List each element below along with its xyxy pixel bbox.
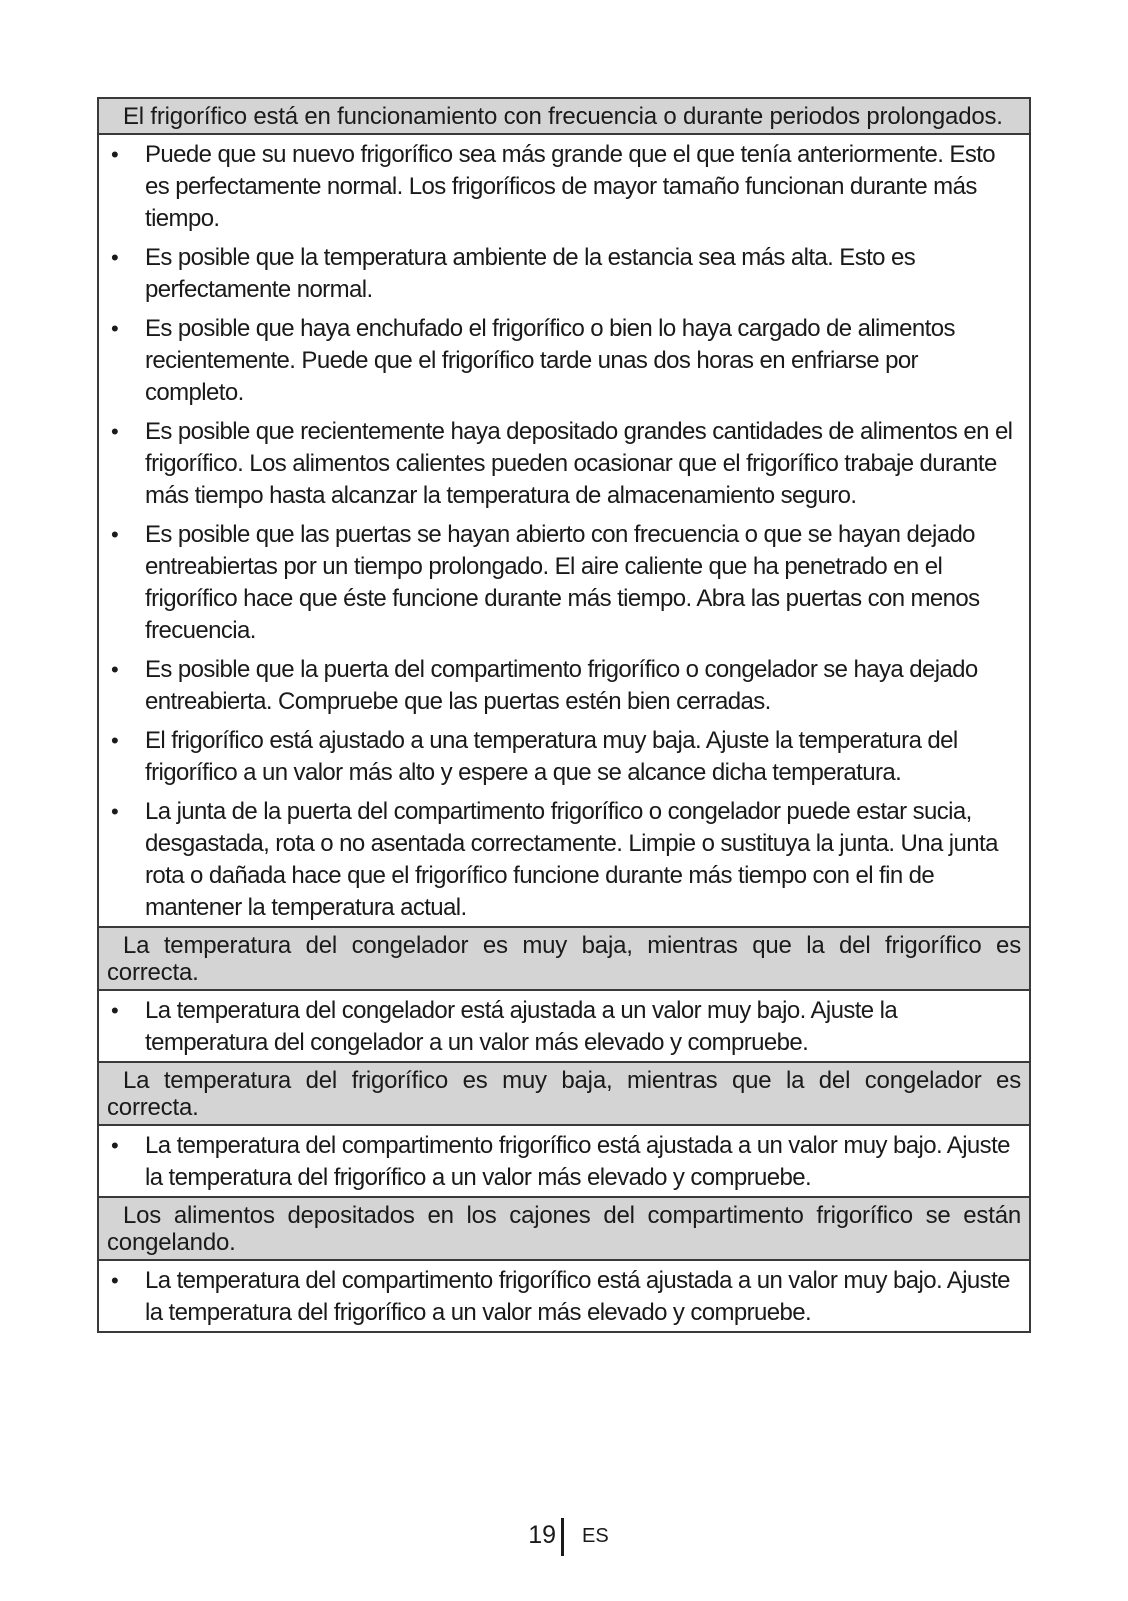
- bullet-icon: •: [111, 657, 119, 682]
- bullet-icon: •: [111, 728, 119, 753]
- list-item-text: Es posible que la temperatura ambiente de la estancia sea más alta. Esto es perfectamente normal.: [145, 244, 916, 303]
- section-body: [99, 135, 1029, 928]
- list-item-text: La junta de la puerta del compartimento frigorífico o congelador puede estar sucia, desgastada, rota o no asentada correctamente. Limpie o sustituya la junta. Una junta rota o dañada hace que el frigorífico funcione durante más tiempo con el fin de mantener la temperatura actual.: [145, 798, 998, 921]
- language-code: ES: [582, 1525, 609, 1547]
- bullet-list: [107, 139, 1021, 924]
- list-item-text: Es posible que haya enchufado el frigorífico o bien lo haya cargado de alimentos recientemente. Puede que el frigorífico tarde unas dos horas en enfriarse por completo.: [145, 315, 955, 406]
- bullet-icon: •: [111, 316, 119, 341]
- section-body: [99, 1261, 1029, 1331]
- list-item: [107, 796, 1021, 924]
- section-header: [99, 928, 1029, 991]
- troubleshooting-table: [97, 97, 1031, 1333]
- bullet-icon: •: [111, 142, 119, 167]
- bullet-icon: •: [111, 245, 119, 270]
- list-item: [107, 139, 1021, 235]
- section-header-text: La temperatura del congelador es muy baja, mientras que la del frigorífico es correcta.: [107, 932, 1021, 986]
- section-header: [99, 99, 1029, 135]
- list-item: [107, 416, 1021, 512]
- list-item-text: El frigorífico está ajustado a una temperatura muy baja. Ajuste la temperatura del frigorífico a un valor más alto y espere a que se alcance dicha temperatura.: [145, 727, 958, 786]
- list-item-text: La temperatura del compartimento frigorífico está ajustada a un valor muy bajo. Ajuste la temperatura del frigorífico a un valor más elevado y compruebe.: [145, 1267, 1010, 1326]
- list-item: [107, 654, 1021, 718]
- bullet-list: [107, 995, 1021, 1059]
- list-item: [107, 995, 1021, 1059]
- list-item: [107, 242, 1021, 306]
- bullet-icon: •: [111, 799, 119, 824]
- list-item: [107, 725, 1021, 789]
- list-item: [107, 313, 1021, 409]
- list-item-text: La temperatura del compartimento frigorífico está ajustada a un valor muy bajo. Ajuste la temperatura del frigorífico a un valor más elevado y compruebe.: [145, 1132, 1010, 1191]
- bullet-list: [107, 1265, 1021, 1329]
- section-header: [99, 1063, 1029, 1126]
- section-header: [99, 1198, 1029, 1261]
- list-item: [107, 1265, 1021, 1329]
- page-footer: [0, 1520, 1128, 1560]
- bullet-icon: •: [111, 1268, 119, 1293]
- bullet-list: [107, 1130, 1021, 1194]
- page-number: 19: [528, 1521, 556, 1549]
- list-item-text: La temperatura del congelador está ajustada a un valor muy bajo. Ajuste la temperatura del congelador a un valor más elevado y compruebe.: [145, 997, 898, 1056]
- section-body: [99, 1126, 1029, 1198]
- list-item: [107, 1130, 1021, 1194]
- list-item: [107, 519, 1021, 647]
- section-header-text: Los alimentos depositados en los cajones del compartimento frigorífico se están congelando.: [107, 1202, 1021, 1256]
- list-item-text: Puede que su nuevo frigorífico sea más grande que el que tenía anteriormente. Esto es perfectamente normal. Los frigoríficos de mayor tamaño funcionan durante más tiempo.: [145, 141, 996, 232]
- bullet-icon: •: [111, 419, 119, 444]
- list-item-text: Es posible que las puertas se hayan abierto con frecuencia o que se hayan dejado entreabiertas por un tiempo prolongado. El aire caliente que ha penetrado en el frigorífico hace que éste funcione durante más tiempo. Abra las puertas con menos frecuencia.: [145, 521, 980, 644]
- bullet-icon: •: [111, 522, 119, 547]
- section-header-text: La temperatura del frigorífico es muy baja, mientras que la del congelador es correcta.: [107, 1067, 1021, 1121]
- bullet-icon: •: [111, 1133, 119, 1158]
- list-item-text: Es posible que la puerta del compartimento frigorífico o congelador se haya dejado entreabierta. Compruebe que las puertas estén bien cerradas.: [145, 656, 978, 715]
- bullet-icon: •: [111, 998, 119, 1023]
- footer-divider: [561, 1518, 564, 1556]
- list-item-text: Es posible que recientemente haya depositado grandes cantidades de alimentos en el frigorífico. Los alimentos calientes pueden ocasionar que el frigorífico trabaje durante más tiempo hasta alcanzar la temperatura de almacenamiento seguro.: [145, 418, 1013, 509]
- section-header-text: El frigorífico está en funcionamiento con frecuencia o durante periodos prolongados.: [123, 103, 1003, 130]
- section-body: [99, 991, 1029, 1063]
